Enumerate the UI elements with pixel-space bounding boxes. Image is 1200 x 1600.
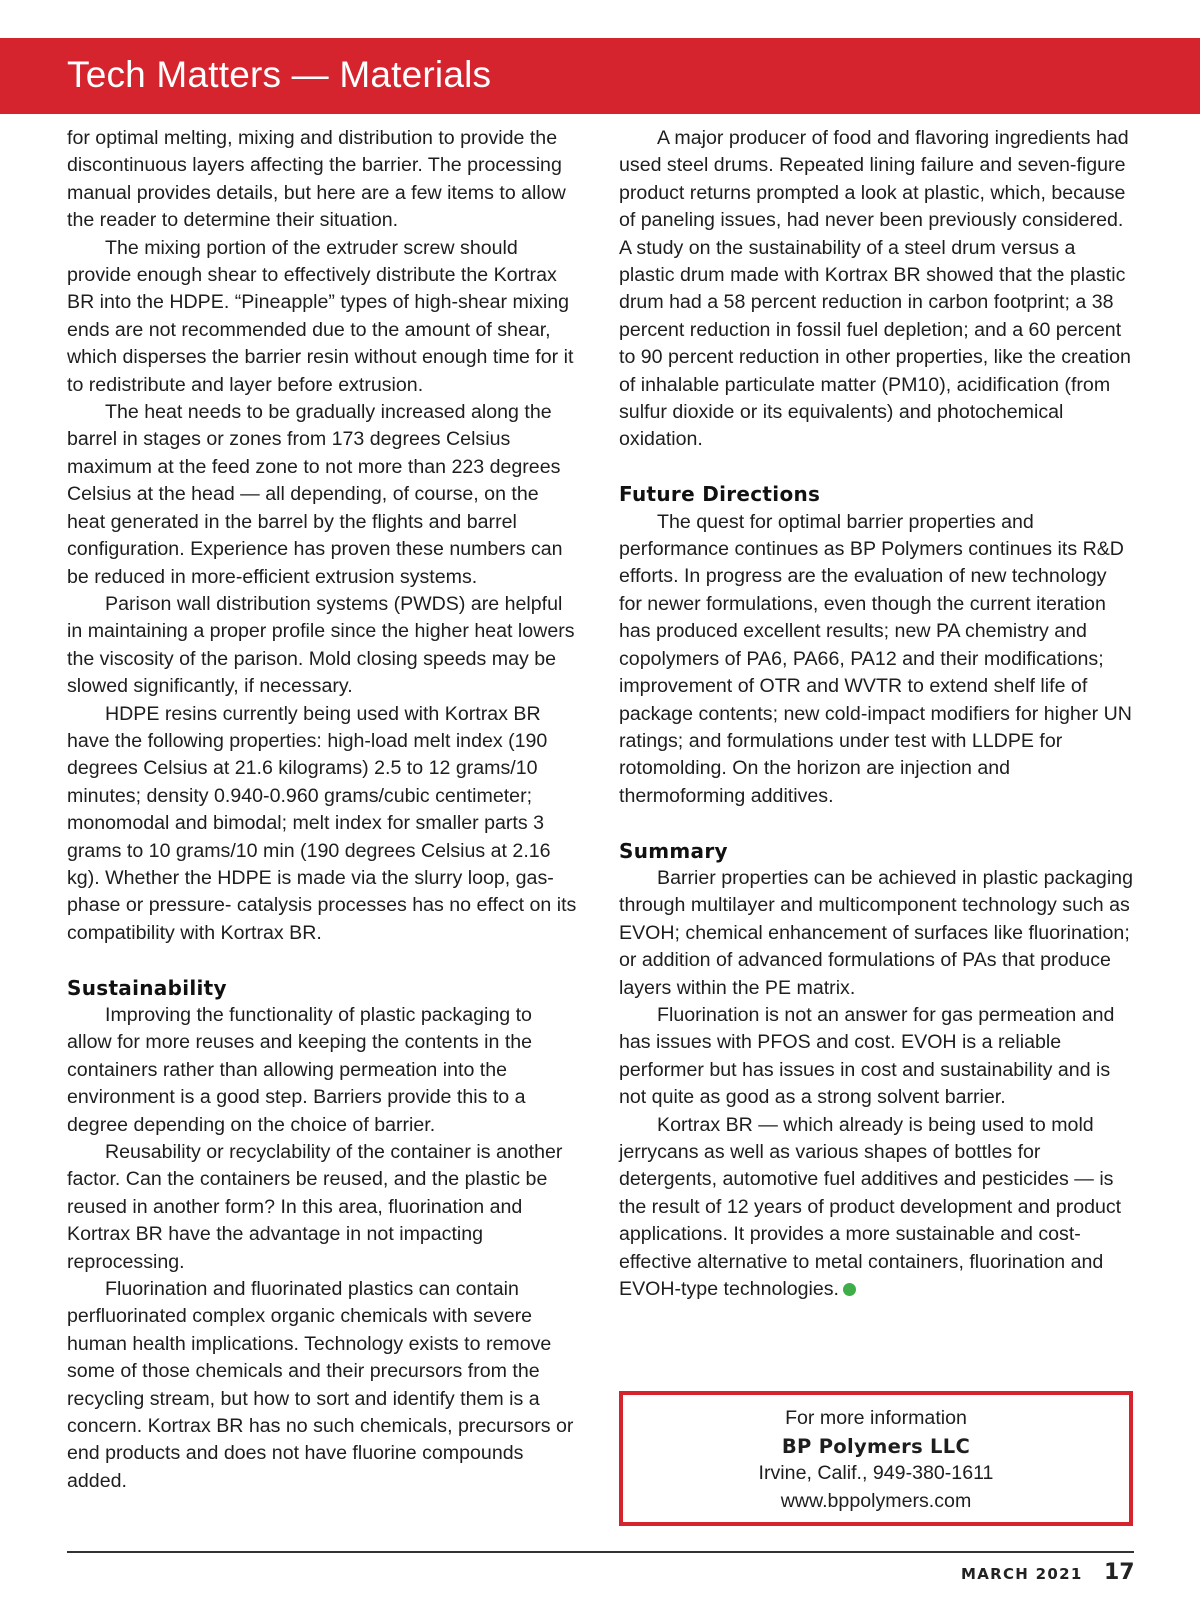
paragraph: Reusability or recyclability of the container is another factor. Can the containers be reused, and the plastic be reused in another form? In this area, fluorination and Kortrax BR have the advantage in not impacting reprocessing.: [67, 1141, 563, 1273]
paragraph: Barrier properties can be achieved in plastic packaging through multilayer and multicomponent technology such as EVOH; chemical enhancement of surfaces like fluorination; or addition of advanced formulations of PAs that produce layers within the PE matrix.: [619, 866, 1133, 999]
issue-date: MARCH 2021: [961, 1565, 1083, 1583]
right-column: [619, 125, 1134, 1303]
company-website-link[interactable]: www.bppolymers.com: [780, 1489, 972, 1512]
company-name: BP Polymers LLC: [781, 1434, 971, 1458]
sustainability-heading: Sustainability: [67, 975, 227, 1000]
paragraph: The heat needs to be gradually increased along the barrel in stages or zones from 173 degrees Celsius maximum at the feed zone to not more than 223 degrees Celsius at the head — all depending, of course, on the heat generated in the barrel by the flights and barrel configuration. Experience has proven these numbers can be reduced in more-efficient extrusion systems.: [67, 401, 563, 588]
left-column: [67, 125, 581, 1495]
paragraph: The quest for optimal barrier properties and performance continues as BP Polymers continues its R&D efforts. In progress are the evaluation of new technology for newer formulations, even though the current iteration has produced excellent results; new PA chemistry and copolymers of PA6, PA66, PA12 and their modifications; improvement of OTR and WVTR to extend shelf life of package contents; new cold-impact modifiers for higher UN ratings; and formulations under test with LLDPE for rotomolding. On the horizon are injection and thermoforming additives.: [619, 510, 1132, 807]
future-directions-heading: Future Directions: [619, 482, 821, 507]
paragraph: The mixing portion of the extruder screw should provide enough shear to effectively distribute the Kortrax BR into the HDPE. “Pineapple” types of high-shear mixing ends are not recommended due to the amount of shear, which disperses the barrier resin without enough time for it to redistribute and layer before extrusion.: [67, 236, 574, 396]
paragraph-final: [619, 1112, 1134, 1304]
footer-divider: [67, 1551, 1134, 1553]
paragraph: HDPE resins currently being used with Kortrax BR have the following properties: high-load melt index (190 degrees Celsius at 21.6 kilograms) 2.5 to 12 grams/10 minutes; density 0.940-0.960 grams/cubic centimeter; monomodal and bimodal; melt index for smaller parts 3 grams to 10 grams/10 min (190 degrees Celsius at 2.16 kg). Whether the HDPE is made via the slurry loop, gas-phase or pressure- catalysis processes has no effect on its compatibility with Kortrax BR.: [67, 702, 577, 944]
info-intro: For more information: [785, 1407, 967, 1429]
section-banner: [0, 38, 1200, 114]
paragraph: A major producer of food and flavoring ingredients had used steel drums. Repeated lining failure and seven-figure product returns prompted a look at plastic, which, because of paneling issues, had never been previously considered. A study on the sustainability of a steel drum versus a plastic drum made with Kortrax BR showed that the plastic drum had a 58 percent reduction in carbon footprint; a 38 percent reduction in fossil fuel depletion; and a 60 percent to 90 percent reduction in other properties, like the creation of inhalable particulate matter (PM10), acidification (from sulfur dioxide or its equivalents) and photochemical oxidation.: [619, 127, 1131, 451]
top-margin: [0, 0, 1200, 38]
paragraph: Fluorination is not an answer for gas permeation and has issues with PFOS and cost. EVOH is a reliable performer but has issues in cost and sustainability and is not quite as good as a strong solvent barrier.: [619, 1003, 1115, 1109]
summary-heading: Summary: [619, 838, 728, 863]
section-title: Tech Matters — Materials: [67, 54, 492, 95]
paragraph: Improving the functionality of plastic packaging to allow for more reuses and keeping the contents in the containers rather than allowing permeation into the environment is a good step. Barriers provide this to a degree depending on the choice of barrier.: [67, 1003, 533, 1136]
company-location-phone: Irvine, Calif., 949-380-1611: [758, 1462, 994, 1484]
info-box: [619, 1391, 1133, 1526]
end-of-article-dot-icon: [843, 1283, 856, 1296]
paragraph: Parison wall distribution systems (PWDS) are helpful in maintaining a proper profile since the higher heat lowers the viscosity of the parison. Mold closing speeds may be slowed significantly, if necessary.: [67, 592, 575, 698]
paragraph: Fluorination and fluorinated plastics can contain perfluorinated complex organic chemicals with severe human health implications. Technology exists to remove some of those chemicals and their precursors from the recycling stream, but how to sort and identify them is a concern. Kortrax BR has no such chemicals, precursors or end products and does not have fluorine compounds added.: [67, 1278, 574, 1492]
paragraph-text: Kortrax BR — which already is being used to mold jerrycans as well as various shapes of bottles for detergents, automotive fuel additives and pesticides — is the result of 12 years of product development and product applications. It provides a more sustainable and cost-effective alternative to metal containers, fluorination and EVOH-type technologies.: [619, 1113, 1122, 1301]
page-number: 17: [1104, 1560, 1135, 1585]
paragraph: for optimal melting, mixing and distribution to provide the discontinuous layers affecting the barrier. The processing manual provides details, but here are a few items to allow the reader to determine their situation.: [67, 127, 566, 232]
